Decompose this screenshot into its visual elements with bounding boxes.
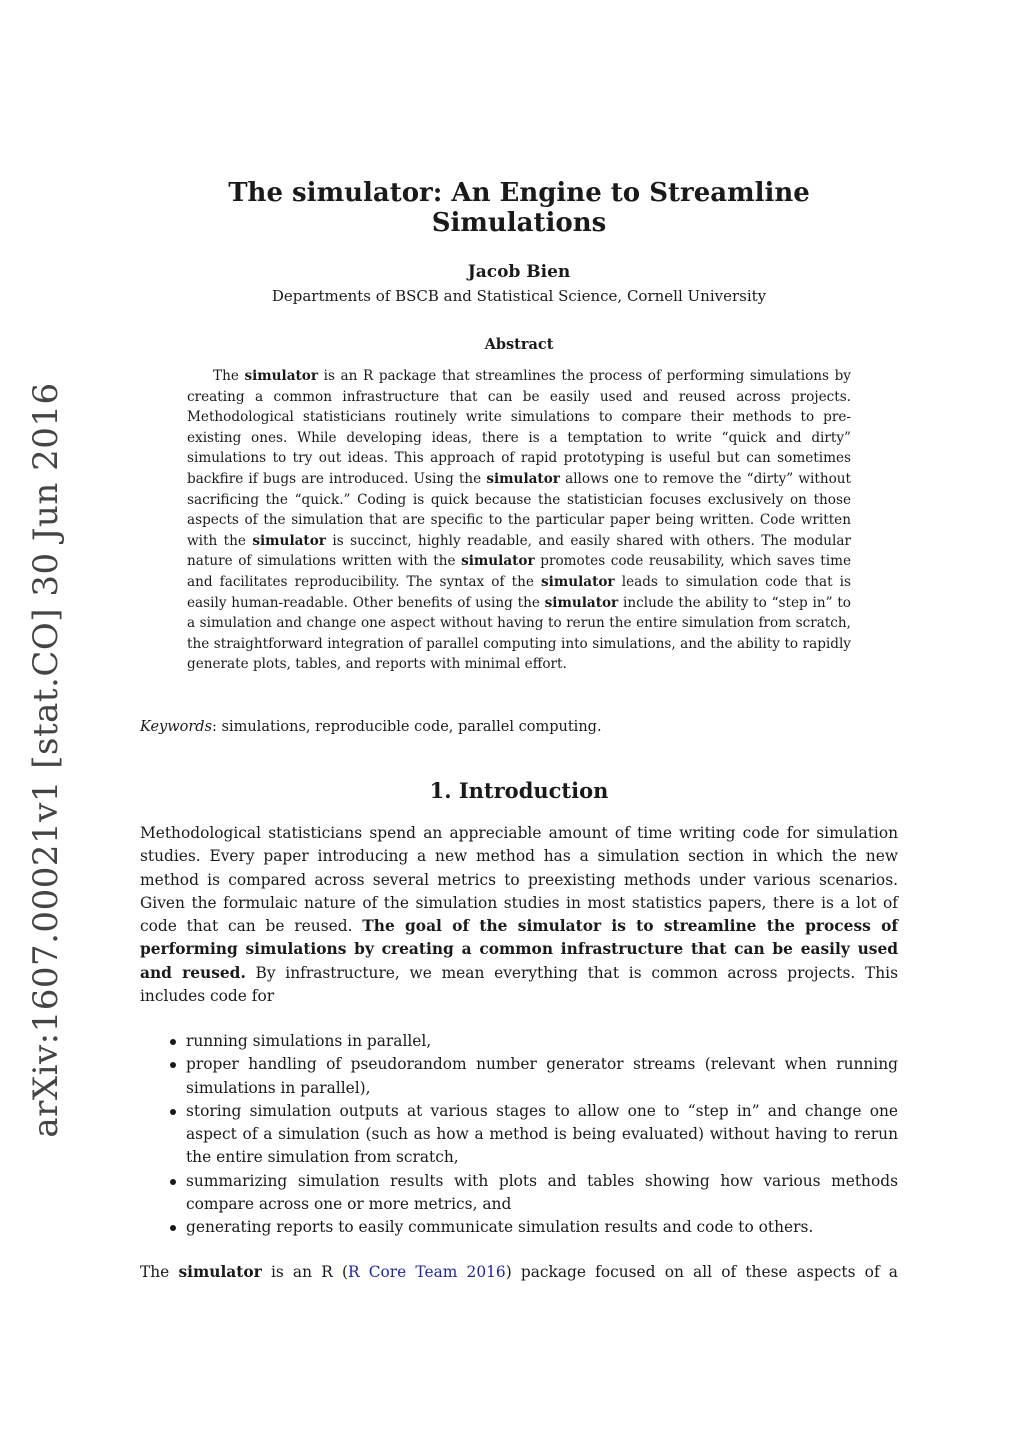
keywords-text: : simulations, reproducible code, parallel computing. [212, 719, 602, 735]
section-heading-introduction: 1. Introduction [429, 778, 609, 803]
keywords-line [140, 719, 898, 735]
author-affiliation: Departments of BSCB and Statistical Science, Cornell University [271, 287, 767, 305]
abstract-heading: Abstract [484, 336, 554, 353]
list-item: storing simulation outputs at various stages to allow one to “step in” and change one aspect of a simulation (such as how a method is being evaluated) without having to rerun the entire simulation from scratch, [140, 1100, 898, 1170]
arxiv-identifier: arXiv:1607.00021v1 [stat.CO] 30 Jun 2016 [26, 382, 66, 1138]
arxiv-sidebar [16, 382, 76, 1138]
keywords-label: Keywords [140, 719, 213, 735]
intro-paragraph: Methodological statisticians spend an appreciable amount of time writing code for simulation studies. Every paper introducing a new method has a simulation section in which the new method is compared across several metrics to preexisting methods under various scenarios. Given the formulaic nature of the simulation studies in most statistics papers, there is a lot of code that can be reused. The goal of the simulator is to streamline the process of performing simulations by creating a common infrastructure that can be easily used and reused. By infrastructure, we mean everything that is common across projects. This includes code for [140, 824, 899, 1006]
goal-statement: The goal of the simulator is to streamline the process of performing simulations by creating a common infrastructure that can be easily used and reused. [140, 917, 898, 982]
paper-title: The simulator: An Engine to Streamline Simulations [228, 178, 810, 238]
author-name: Jacob Bien [467, 262, 571, 282]
list-item: proper handling of pseudorandom number generator streams (relevant when running simulations in parallel), [140, 1053, 898, 1100]
list-item: summarizing simulation results with plots and tables showing how various methods compare across one or more metrics, and [140, 1170, 898, 1217]
citation-link[interactable]: R Core Team 2016 [347, 1263, 506, 1281]
abstract-body: The simulator is an R package that streamlines the process of performing simulations by creating a common infrastructure that can be easily used and reused across projects. Methodological statisticians routinely write simulations to compare their methods to pre-existing ones. While developing ideas, there is a temptation to write “quick and dirty” simulations to try out ideas. This approach of rapid prototyping is useful but can sometimes backfire if bugs are introduced. Using the simulator allows one to remove the “dirty” without sacrificing the “quick.” Coding is quick because the statistician focuses exclusively on those aspects of the simulation that are specific to the particular paper being written. Code written with the simulator is succinct, highly readable, and easily shared with others. The modular nature of simulations written with the simulator promotes code reusability, which saves time and facilitates reproducibility. The syntax of the simulator leads to simulation code that is easily human-readable. Other benefits of using the simulator include the ability to “step in” to a simulation and change one aspect without having to rerun the entire simulation from scratch, the straightforward integration of parallel computing into simulations, and the ability to rapidly generate plots, tables, and reports with minimal effort. [187, 368, 852, 673]
intro-paragraph-2: The simulator is an R (R Core Team 2016) package focused on all of these aspects of a [140, 1263, 898, 1281]
list-item: running simulations in parallel, [140, 1030, 898, 1053]
infrastructure-list [140, 1030, 898, 1240]
list-item: generating reports to easily communicate simulation results and code to others. [140, 1216, 898, 1239]
